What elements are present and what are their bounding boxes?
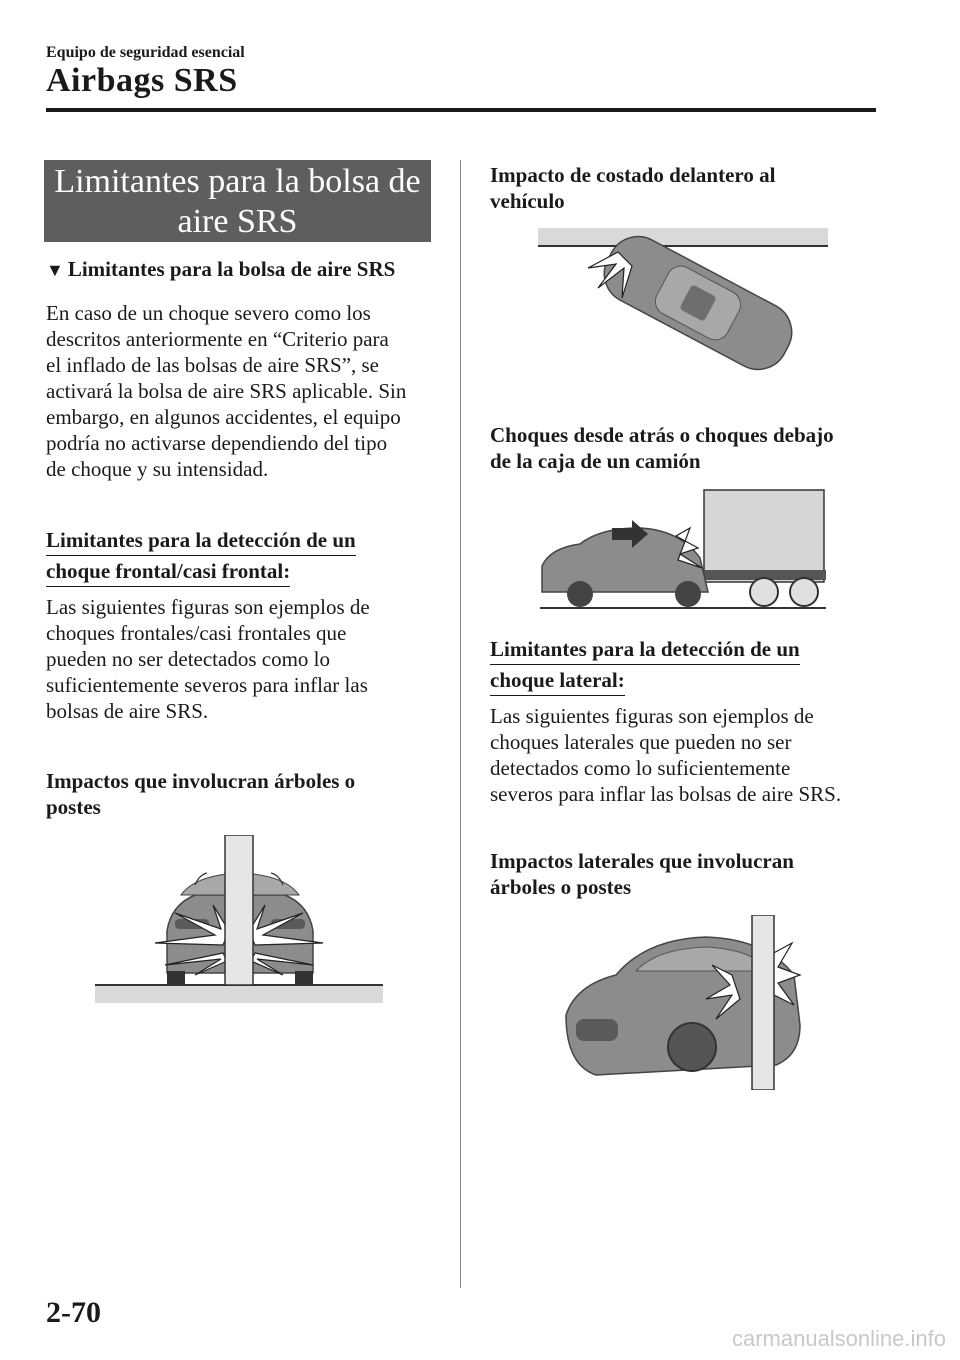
truck-wheel [790, 578, 818, 606]
pole [752, 915, 774, 1090]
intro-paragraph [46, 300, 436, 482]
frontal-paragraph [46, 594, 436, 724]
case-rear-underride-heading [490, 422, 880, 474]
case-line: Impactos laterales que involucran [490, 849, 794, 873]
section-heading [46, 257, 436, 282]
page-title: Airbags SRS [46, 62, 238, 99]
car-wheel [668, 1023, 716, 1071]
intro-line: descritos anteriormente en “Criterio para [46, 327, 389, 351]
case-line: Choques desde atrás o choques debajo [490, 423, 834, 447]
case-line: árboles o postes [490, 875, 632, 899]
case-line: Impacto de costado delantero al [490, 163, 776, 187]
intro-line: embargo, en algunos accidentes, el equipo [46, 405, 401, 429]
side-pole-figure [556, 915, 806, 1090]
front-side-impact-figure [538, 228, 828, 378]
lateral-paragraph [490, 703, 880, 807]
intro-line: de choque y su intensidad. [46, 457, 269, 481]
frontal-line: pueden no ser detectados como lo [46, 647, 330, 671]
intro-line: el inflado de las bolsas de aire SRS”, se [46, 353, 380, 377]
topic-banner [44, 160, 431, 242]
banner-line-1: Limitantes para la bolsa de [54, 163, 421, 200]
watermark: carmanualsonline.info [731, 1326, 946, 1351]
case-side-pole-heading [490, 848, 880, 900]
truck-box [704, 490, 824, 582]
wall-band [538, 228, 828, 246]
frontal-line: choques frontales/casi frontales que [46, 621, 347, 645]
lateral-line: severos para inflar las bolsas de aire SRS. [490, 782, 842, 806]
ground-band [95, 985, 383, 1003]
heading-line: choque lateral: [490, 667, 625, 696]
lateral-limit-heading [490, 636, 880, 696]
tire-right [295, 971, 313, 985]
column-divider [460, 160, 461, 1288]
case-line: vehículo [490, 189, 565, 213]
frontal-line: bolsas de aire SRS. [46, 699, 209, 723]
banner-line-2: aire SRS [177, 203, 298, 240]
section-title: Limitantes para la bolsa de aire SRS [67, 257, 396, 281]
case-tree-pole-heading [46, 768, 436, 820]
header-divider [46, 108, 876, 112]
section-subtitle: Equipo de seguridad esencial [46, 44, 245, 61]
section-marker-icon: ▼ [46, 260, 64, 280]
tire-left [167, 971, 185, 985]
heading-line: Limitantes para la detección de un [490, 636, 800, 665]
case-front-side-heading [490, 162, 880, 214]
frontal-line: Las siguientes figuras son ejemplos de [46, 595, 370, 619]
frontal-line: suficientemente severos para inflar las [46, 673, 368, 697]
pole [225, 835, 253, 985]
case-line: postes [46, 795, 101, 819]
frontal-pole-figure [95, 835, 383, 1005]
lateral-line: detectados como lo suficientemente [490, 756, 791, 780]
car-grille [576, 1019, 618, 1041]
lateral-line: choques laterales que pueden no ser [490, 730, 792, 754]
heading-line: choque frontal/casi frontal: [46, 558, 290, 587]
lateral-line: Las siguientes figuras son ejemplos de [490, 704, 814, 728]
intro-line: activará la bolsa de aire SRS aplicable. Sin [46, 379, 407, 403]
intro-line: En caso de un choque severo como los [46, 301, 371, 325]
truck-underride-figure [540, 488, 826, 614]
intro-line: podría no activarse dependiendo del tipo [46, 431, 388, 455]
page-number: 2-70 [46, 1296, 101, 1329]
car-wheel [567, 581, 593, 607]
car-wheel [675, 581, 701, 607]
truck-wheel [750, 578, 778, 606]
frontal-limit-heading [46, 527, 436, 587]
heading-line: Limitantes para la detección de un [46, 527, 356, 556]
case-line: de la caja de un camión [490, 449, 701, 473]
case-line: Impactos que involucran árboles o [46, 769, 356, 793]
